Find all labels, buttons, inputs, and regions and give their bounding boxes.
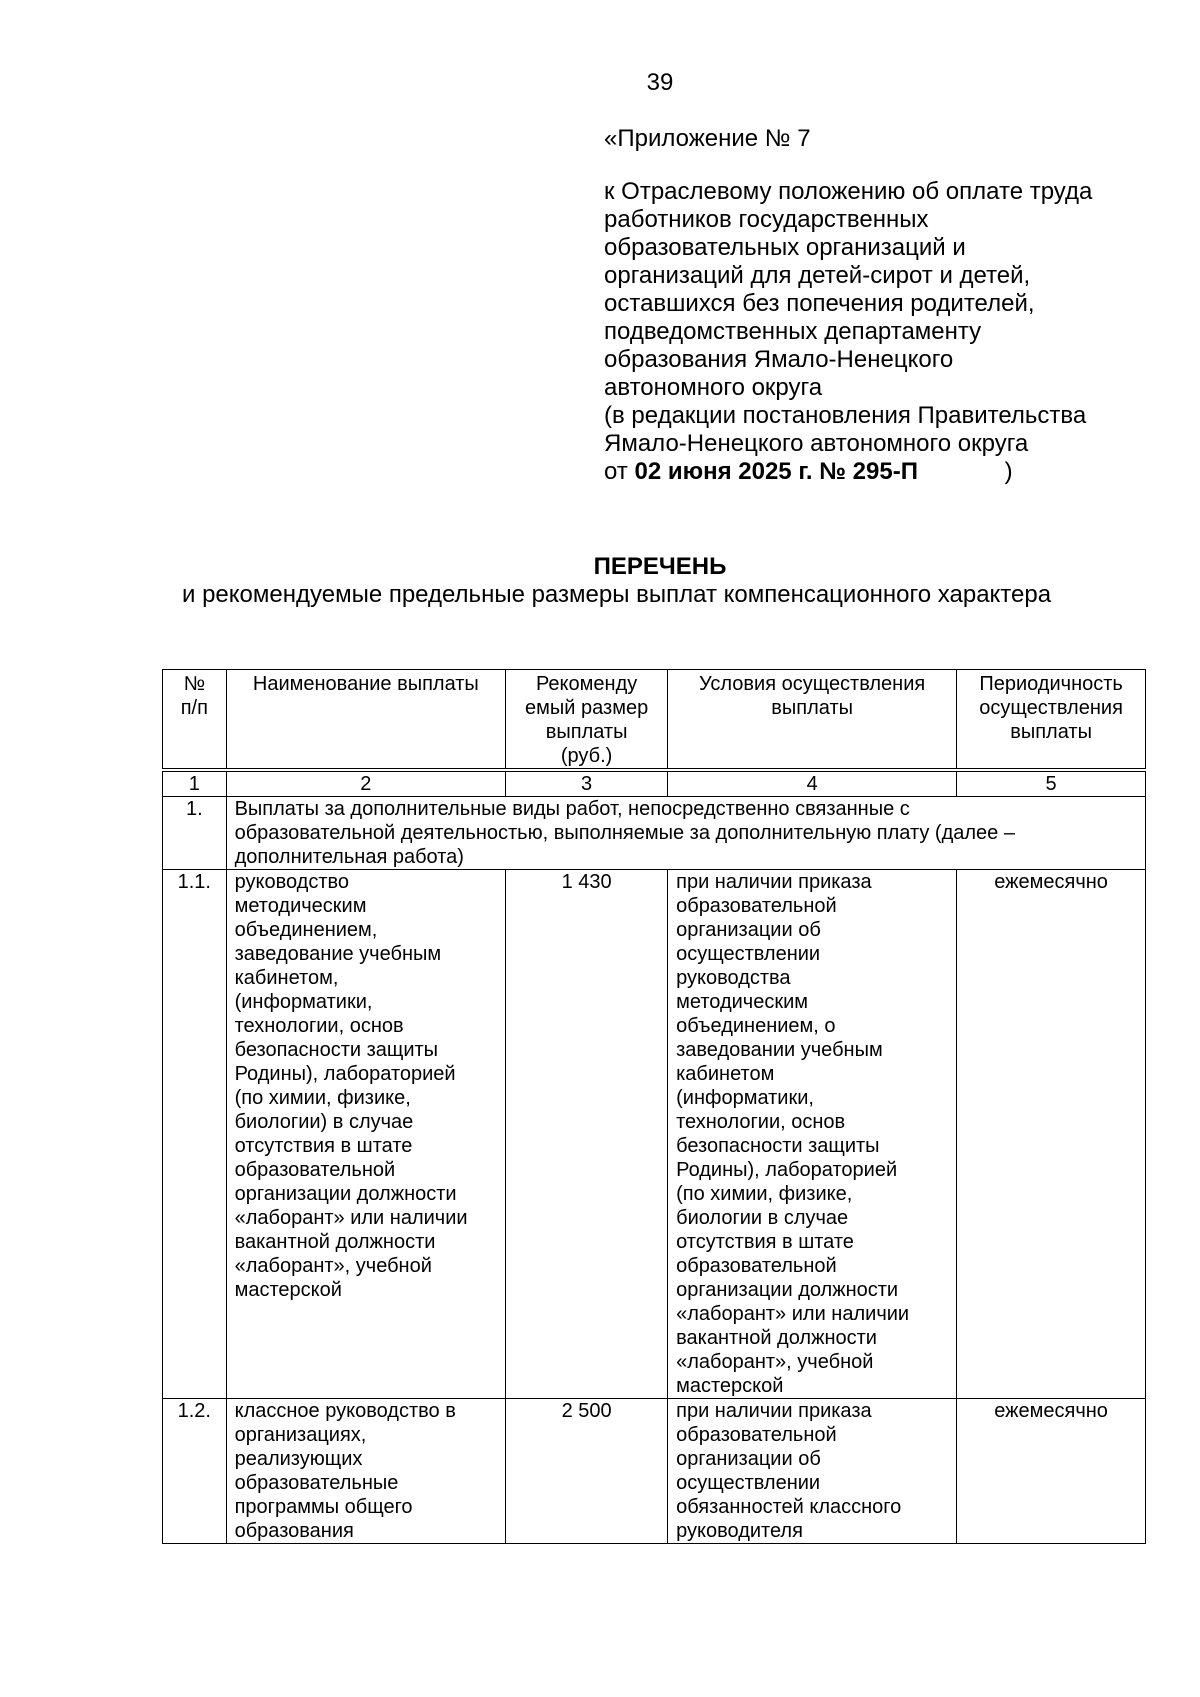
row-amount: 2 500	[506, 1399, 668, 1544]
row-conditions: при наличии приказа образовательной организации об осуществлении руководства методическим объединением, о заведовании учебным кабинетом (информатики, технологии, основ безопасности защиты Родины), лабораторией (по химии, физике, биологии в случае отсутствия в штате образовательной организации должности «лаборант» или наличии вакантной должности «лаборант», учебной мастерской	[668, 870, 957, 1399]
section-row	[163, 797, 1146, 870]
payments-table	[162, 669, 1146, 1544]
section-number: 1.	[163, 797, 227, 870]
appendix-line: подведомственных департаменту	[604, 318, 982, 345]
column-number: 1	[163, 772, 227, 797]
document-subheading: и рекомендуемые предельные размеры выплат компенсационного характера	[182, 581, 1052, 608]
page-number: 39	[646, 69, 674, 96]
column-number: 2	[226, 772, 506, 797]
section-title: Выплаты за дополнительные виды работ, непосредственно связанные с образовательной деятельностью, выполняемые за дополнительную плату (далее – дополнительная работа)	[226, 797, 1145, 870]
document-heading: ПЕРЕЧЕНЬ	[593, 553, 727, 580]
table-row	[163, 1399, 1146, 1544]
appendix-date-line	[604, 458, 1184, 486]
row-period: ежемесячно	[957, 870, 1146, 1399]
appendix-block	[604, 125, 1184, 486]
header-cell-name: Наименование выплаты	[226, 670, 506, 769]
date-value: 02 июня 2025 г. № 295-П	[634, 458, 918, 485]
header-cell-conditions: Условия осуществления выплаты	[668, 670, 957, 769]
header-cell-number: № п/п	[163, 670, 227, 769]
header-cell-amount: Рекоменду емый размер выплаты (руб.)	[506, 670, 668, 769]
row-period: ежемесячно	[957, 1399, 1146, 1544]
table-header-row	[163, 670, 1146, 769]
appendix-line: образовательных организаций и	[604, 234, 966, 261]
row-name: классное руководство в организациях, реализующих образовательные программы общего образования	[226, 1399, 506, 1544]
appendix-line: к Отраслевому положению об оплате труда	[604, 178, 1093, 205]
row-name: руководство методическим объединением, заведование учебным кабинетом, (информатики, технологии, основ безопасности защиты Родины), лабораторией (по химии, физике, биологии) в случае отсутствия в штате образовательной организации должности «лаборант» или наличии вакантной должности «лаборант», учебной мастерской	[226, 870, 506, 1399]
header-cell-period: Периодичность осуществления выплаты	[957, 670, 1146, 769]
appendix-line: Ямало-Ненецкого автономного округа	[604, 430, 1029, 457]
column-number: 5	[957, 772, 1146, 797]
appendix-title: «Приложение № 7	[604, 125, 811, 152]
appendix-line: оставшихся без попечения родителей,	[604, 290, 1035, 317]
appendix-line: работников государственных	[604, 206, 929, 233]
row-amount: 1 430	[506, 870, 668, 1399]
row-conditions: при наличии приказа образовательной организации об осуществлении обязанностей классного руководителя	[668, 1399, 957, 1544]
row-number: 1.2.	[163, 1399, 227, 1544]
column-number: 4	[668, 772, 957, 797]
column-number: 3	[506, 772, 668, 797]
appendix-line: организаций для детей-сирот и детей,	[604, 262, 1031, 289]
table-row	[163, 870, 1146, 1399]
date-suffix: )	[1004, 458, 1013, 485]
appendix-line: образования Ямало-Ненецкого	[604, 346, 954, 373]
appendix-line: автономного округа	[604, 374, 823, 401]
date-prefix: от	[604, 458, 628, 485]
column-numbers-row	[163, 772, 1146, 797]
appendix-line: (в редакции постановления Правительства	[604, 402, 1087, 429]
row-number: 1.1.	[163, 870, 227, 1399]
